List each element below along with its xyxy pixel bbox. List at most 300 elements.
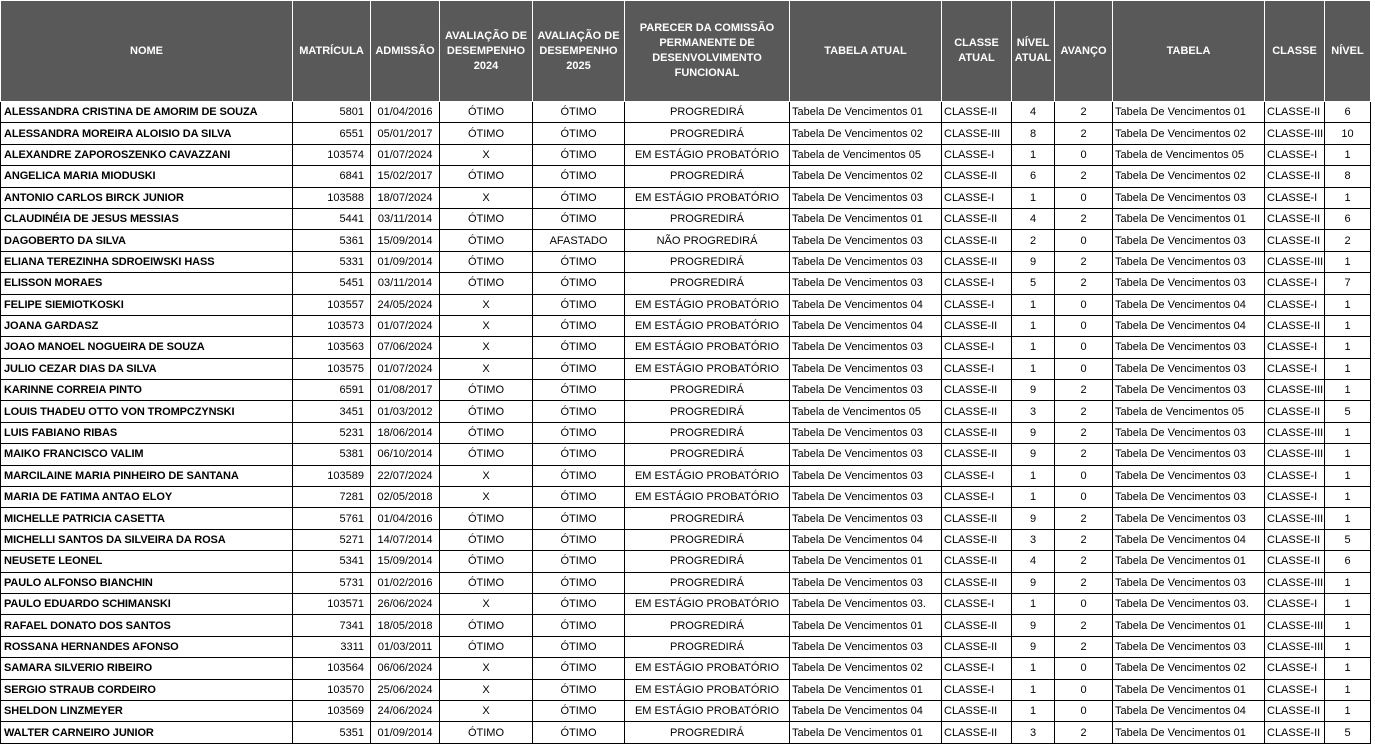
cell-avaliacao-2024: ÓTIMO — [440, 551, 533, 572]
cell-classe: CLASSE-II — [1265, 401, 1325, 422]
cell-matricula: 5341 — [293, 551, 371, 572]
cell-admissao: 06/10/2014 — [371, 444, 440, 465]
cell-avaliacao-2024: ÓTIMO — [440, 102, 533, 123]
cell-nome: PAULO ALFONSO BIANCHIN — [1, 572, 293, 593]
cell-avanco: 2 — [1055, 102, 1113, 123]
cell-tabela: Tabela De Vencimentos 03 — [1113, 508, 1265, 529]
cell-tabela-atual: Tabela de Vencimentos 05 — [790, 144, 942, 165]
cell-admissao: 03/11/2014 — [371, 273, 440, 294]
cell-nome: MARIA DE FATIMA ANTAO ELOY — [1, 487, 293, 508]
cell-admissao: 01/07/2024 — [371, 315, 440, 336]
cell-tabela-atual: Tabela De Vencimentos 03 — [790, 444, 942, 465]
cell-nome: ALESSANDRA CRISTINA DE AMORIM DE SOUZA — [1, 102, 293, 123]
cell-classe: CLASSE-III — [1265, 615, 1325, 636]
table-row — [1, 102, 1371, 123]
cell-tabela: Tabela De Vencimentos 03 — [1113, 444, 1265, 465]
cell-matricula: 5361 — [293, 230, 371, 251]
cell-avaliacao-2025: ÓTIMO — [533, 315, 625, 336]
cell-avaliacao-2025: ÓTIMO — [533, 465, 625, 486]
table-row — [1, 636, 1371, 657]
cell-tabela-atual: Tabela De Vencimentos 03 — [790, 380, 942, 401]
cell-avaliacao-2024: X — [440, 187, 533, 208]
cell-parecer: EM ESTÁGIO PROBATÓRIO — [625, 358, 790, 379]
cell-nome: FELIPE SIEMIOTKOSKI — [1, 294, 293, 315]
cell-avaliacao-2025: ÓTIMO — [533, 294, 625, 315]
table-row — [1, 358, 1371, 379]
cell-classe: CLASSE-III — [1265, 636, 1325, 657]
header-row — [1, 1, 1371, 102]
table-body — [1, 102, 1371, 744]
table-row — [1, 444, 1371, 465]
cell-classe-atual: CLASSE-II — [942, 230, 1012, 251]
cell-tabela-atual: Tabela De Vencimentos 03 — [790, 251, 942, 272]
table-row — [1, 529, 1371, 550]
cell-parecer: PROGREDIRÁ — [625, 529, 790, 550]
cell-classe-atual: CLASSE-III — [942, 123, 1012, 144]
cell-tabela: Tabela De Vencimentos 03 — [1113, 358, 1265, 379]
cell-nivel-atual: 1 — [1012, 593, 1055, 614]
cell-tabela-atual: Tabela De Vencimentos 01 — [790, 679, 942, 700]
cell-classe-atual: CLASSE-II — [942, 444, 1012, 465]
table-row — [1, 230, 1371, 251]
cell-admissao: 05/01/2017 — [371, 123, 440, 144]
cell-classe-atual: CLASSE-II — [942, 551, 1012, 572]
cell-avanco: 0 — [1055, 144, 1113, 165]
cell-nome: KARINNE CORREIA PINTO — [1, 380, 293, 401]
cell-tabela: Tabela De Vencimentos 03 — [1113, 465, 1265, 486]
cell-classe: CLASSE-I — [1265, 337, 1325, 358]
cell-nivel-atual: 3 — [1012, 529, 1055, 550]
cell-nivel-atual: 2 — [1012, 230, 1055, 251]
cell-tabela-atual: Tabela De Vencimentos 02 — [790, 123, 942, 144]
cell-avaliacao-2024: ÓTIMO — [440, 529, 533, 550]
cell-admissao: 01/03/2011 — [371, 636, 440, 657]
cell-avaliacao-2025: ÓTIMO — [533, 508, 625, 529]
cell-classe-atual: CLASSE-I — [942, 144, 1012, 165]
cell-avaliacao-2025: ÓTIMO — [533, 636, 625, 657]
table-row — [1, 422, 1371, 443]
cell-avaliacao-2024: ÓTIMO — [440, 722, 533, 743]
cell-tabela-atual: Tabela De Vencimentos 03. — [790, 593, 942, 614]
cell-classe: CLASSE-I — [1265, 294, 1325, 315]
cell-tabela-atual: Tabela De Vencimentos 03 — [790, 508, 942, 529]
cell-admissao: 01/07/2024 — [371, 144, 440, 165]
cell-classe-atual: CLASSE-I — [942, 465, 1012, 486]
cell-nivel: 1 — [1325, 294, 1371, 315]
cell-admissao: 22/07/2024 — [371, 465, 440, 486]
cell-avaliacao-2024: X — [440, 465, 533, 486]
cell-tabela: Tabela de Vencimentos 05 — [1113, 401, 1265, 422]
cell-avaliacao-2025: ÓTIMO — [533, 444, 625, 465]
cell-tabela: Tabela De Vencimentos 04 — [1113, 529, 1265, 550]
cell-avaliacao-2025: ÓTIMO — [533, 401, 625, 422]
cell-classe-atual: CLASSE-I — [942, 358, 1012, 379]
cell-classe: CLASSE-II — [1265, 166, 1325, 187]
cell-nivel: 7 — [1325, 273, 1371, 294]
cell-nivel: 1 — [1325, 593, 1371, 614]
cell-nivel-atual: 1 — [1012, 658, 1055, 679]
cell-admissao: 01/04/2016 — [371, 102, 440, 123]
cell-nome: SERGIO STRAUB CORDEIRO — [1, 679, 293, 700]
table-row — [1, 551, 1371, 572]
cell-nome: JOAO MANOEL NOGUEIRA DE SOUZA — [1, 337, 293, 358]
cell-classe: CLASSE-II — [1265, 208, 1325, 229]
cell-nome: MARCILAINE MARIA PINHEIRO DE SANTANA — [1, 465, 293, 486]
cell-nivel: 1 — [1325, 144, 1371, 165]
cell-classe-atual: CLASSE-II — [942, 166, 1012, 187]
cell-nivel: 1 — [1325, 251, 1371, 272]
cell-classe-atual: CLASSE-I — [942, 273, 1012, 294]
cell-nivel-atual: 9 — [1012, 508, 1055, 529]
cell-avaliacao-2024: ÓTIMO — [440, 166, 533, 187]
column-header-nome: NOME — [1, 1, 293, 102]
cell-nivel-atual: 9 — [1012, 636, 1055, 657]
cell-classe-atual: CLASSE-I — [942, 679, 1012, 700]
cell-avanco: 0 — [1055, 337, 1113, 358]
cell-avanco: 2 — [1055, 551, 1113, 572]
cell-avaliacao-2024: ÓTIMO — [440, 636, 533, 657]
cell-avaliacao-2025: ÓTIMO — [533, 208, 625, 229]
cell-matricula: 3311 — [293, 636, 371, 657]
cell-classe-atual: CLASSE-I — [942, 593, 1012, 614]
cell-matricula: 5331 — [293, 251, 371, 272]
cell-tabela: Tabela De Vencimentos 02 — [1113, 658, 1265, 679]
cell-nivel: 5 — [1325, 529, 1371, 550]
table-row — [1, 658, 1371, 679]
cell-parecer: PROGREDIRÁ — [625, 615, 790, 636]
cell-avaliacao-2024: ÓTIMO — [440, 208, 533, 229]
cell-nivel-atual: 1 — [1012, 487, 1055, 508]
cell-avaliacao-2024: ÓTIMO — [440, 251, 533, 272]
table-row — [1, 315, 1371, 336]
cell-matricula: 6591 — [293, 380, 371, 401]
cell-classe: CLASSE-I — [1265, 273, 1325, 294]
cell-nome: ANTONIO CARLOS BIRCK JUNIOR — [1, 187, 293, 208]
cell-classe-atual: CLASSE-II — [942, 251, 1012, 272]
cell-avaliacao-2024: X — [440, 658, 533, 679]
cell-classe-atual: CLASSE-I — [942, 337, 1012, 358]
cell-nivel: 1 — [1325, 315, 1371, 336]
table-row — [1, 700, 1371, 721]
column-header-avanco: AVANÇO — [1055, 1, 1113, 102]
cell-avanco: 0 — [1055, 315, 1113, 336]
cell-classe-atual: CLASSE-II — [942, 636, 1012, 657]
cell-avaliacao-2024: ÓTIMO — [440, 230, 533, 251]
cell-tabela: Tabela De Vencimentos 01 — [1113, 551, 1265, 572]
cell-matricula: 5441 — [293, 208, 371, 229]
cell-admissao: 15/02/2017 — [371, 166, 440, 187]
cell-nivel: 6 — [1325, 551, 1371, 572]
cell-avanco: 2 — [1055, 123, 1113, 144]
cell-tabela: Tabela De Vencimentos 03. — [1113, 593, 1265, 614]
cell-nivel: 1 — [1325, 337, 1371, 358]
cell-matricula: 3451 — [293, 401, 371, 422]
cell-avaliacao-2025: ÓTIMO — [533, 422, 625, 443]
cell-avaliacao-2025: ÓTIMO — [533, 251, 625, 272]
cell-nivel: 1 — [1325, 636, 1371, 657]
cell-classe: CLASSE-I — [1265, 465, 1325, 486]
cell-avanco: 2 — [1055, 166, 1113, 187]
cell-avanco: 0 — [1055, 700, 1113, 721]
cell-avaliacao-2024: ÓTIMO — [440, 273, 533, 294]
cell-avanco: 2 — [1055, 636, 1113, 657]
cell-parecer: PROGREDIRÁ — [625, 444, 790, 465]
cell-classe-atual: CLASSE-II — [942, 401, 1012, 422]
cell-classe: CLASSE-III — [1265, 380, 1325, 401]
cell-matricula: 5231 — [293, 422, 371, 443]
cell-nivel: 1 — [1325, 422, 1371, 443]
table-row — [1, 337, 1371, 358]
table-row — [1, 615, 1371, 636]
cell-parecer: EM ESTÁGIO PROBATÓRIO — [625, 315, 790, 336]
cell-matricula: 7281 — [293, 487, 371, 508]
column-header-tabela-atual: TABELA ATUAL — [790, 1, 942, 102]
cell-tabela: Tabela De Vencimentos 03 — [1113, 187, 1265, 208]
cell-admissao: 25/06/2024 — [371, 679, 440, 700]
cell-tabela: Tabela De Vencimentos 03 — [1113, 487, 1265, 508]
cell-nivel-atual: 9 — [1012, 422, 1055, 443]
cell-parecer: EM ESTÁGIO PROBATÓRIO — [625, 144, 790, 165]
cell-tabela-atual: Tabela De Vencimentos 03 — [790, 230, 942, 251]
cell-nivel: 8 — [1325, 166, 1371, 187]
cell-matricula: 5801 — [293, 102, 371, 123]
cell-nome: LOUIS THADEU OTTO VON TROMPCZYNSKI — [1, 401, 293, 422]
cell-matricula: 103575 — [293, 358, 371, 379]
cell-classe-atual: CLASSE-II — [942, 700, 1012, 721]
cell-matricula: 103564 — [293, 658, 371, 679]
cell-nivel: 1 — [1325, 658, 1371, 679]
cell-parecer: NÃO PROGREDIRÁ — [625, 230, 790, 251]
column-header-nivel-atual: NÍVEL ATUAL — [1012, 1, 1055, 102]
column-header-parecer: PARECER DA COMISSÃO PERMANENTE DE DESENVOLVIMENTO FUNCIONAL — [625, 1, 790, 102]
cell-admissao: 24/06/2024 — [371, 700, 440, 721]
cell-matricula: 6841 — [293, 166, 371, 187]
cell-avanco: 2 — [1055, 380, 1113, 401]
cell-classe-atual: CLASSE-II — [942, 315, 1012, 336]
cell-tabela: Tabela De Vencimentos 02 — [1113, 166, 1265, 187]
cell-admissao: 15/09/2014 — [371, 551, 440, 572]
cell-avaliacao-2025: ÓTIMO — [533, 593, 625, 614]
cell-avaliacao-2025: ÓTIMO — [533, 679, 625, 700]
cell-admissao: 18/07/2024 — [371, 187, 440, 208]
cell-nivel-atual: 1 — [1012, 315, 1055, 336]
cell-classe: CLASSE-I — [1265, 144, 1325, 165]
cell-parecer: EM ESTÁGIO PROBATÓRIO — [625, 679, 790, 700]
cell-classe: CLASSE-III — [1265, 251, 1325, 272]
cell-tabela: Tabela De Vencimentos 03 — [1113, 422, 1265, 443]
cell-nome: JOANA GARDASZ — [1, 315, 293, 336]
cell-classe-atual: CLASSE-II — [942, 208, 1012, 229]
cell-classe: CLASSE-II — [1265, 529, 1325, 550]
cell-avaliacao-2025: ÓTIMO — [533, 123, 625, 144]
cell-tabela-atual: Tabela De Vencimentos 03 — [790, 636, 942, 657]
cell-parecer: PROGREDIRÁ — [625, 273, 790, 294]
cell-nome: ELISSON MORAES — [1, 273, 293, 294]
cell-parecer: PROGREDIRÁ — [625, 166, 790, 187]
cell-nivel: 10 — [1325, 123, 1371, 144]
cell-nivel-atual: 6 — [1012, 166, 1055, 187]
cell-tabela-atual: Tabela De Vencimentos 03 — [790, 487, 942, 508]
cell-tabela: Tabela De Vencimentos 01 — [1113, 102, 1265, 123]
cell-tabela-atual: Tabela De Vencimentos 03 — [790, 337, 942, 358]
table-row — [1, 508, 1371, 529]
cell-tabela-atual: Tabela De Vencimentos 03 — [790, 358, 942, 379]
cell-nome: ELIANA TEREZINHA SDROEIWSKI HASS — [1, 251, 293, 272]
cell-parecer: PROGREDIRÁ — [625, 401, 790, 422]
column-header-classe-atual: CLASSE ATUAL — [942, 1, 1012, 102]
cell-avaliacao-2024: X — [440, 358, 533, 379]
cell-nivel: 1 — [1325, 444, 1371, 465]
cell-tabela: Tabela De Vencimentos 03 — [1113, 230, 1265, 251]
cell-nivel-atual: 1 — [1012, 679, 1055, 700]
cell-tabela: Tabela De Vencimentos 03 — [1113, 337, 1265, 358]
cell-parecer: PROGREDIRÁ — [625, 722, 790, 743]
cell-matricula: 6551 — [293, 123, 371, 144]
cell-nome: ROSSANA HERNANDES AFONSO — [1, 636, 293, 657]
cell-admissao: 03/11/2014 — [371, 208, 440, 229]
cell-tabela: Tabela De Vencimentos 04 — [1113, 700, 1265, 721]
cell-avaliacao-2025: ÓTIMO — [533, 615, 625, 636]
cell-parecer: PROGREDIRÁ — [625, 123, 790, 144]
cell-avaliacao-2025: ÓTIMO — [533, 487, 625, 508]
cell-parecer: PROGREDIRÁ — [625, 508, 790, 529]
cell-avanco: 0 — [1055, 679, 1113, 700]
cell-classe-atual: CLASSE-I — [942, 187, 1012, 208]
cell-avaliacao-2025: ÓTIMO — [533, 572, 625, 593]
cell-avaliacao-2024: ÓTIMO — [440, 572, 533, 593]
cell-parecer: PROGREDIRÁ — [625, 422, 790, 443]
cell-avanco: 2 — [1055, 208, 1113, 229]
cell-admissao: 18/06/2014 — [371, 422, 440, 443]
cell-parecer: EM ESTÁGIO PROBATÓRIO — [625, 658, 790, 679]
cell-nome: ALESSANDRA MOREIRA ALOISIO DA SILVA — [1, 123, 293, 144]
cell-avaliacao-2025: ÓTIMO — [533, 337, 625, 358]
cell-avanco: 0 — [1055, 358, 1113, 379]
cell-classe: CLASSE-I — [1265, 658, 1325, 679]
cell-nivel: 5 — [1325, 722, 1371, 743]
cell-avanco: 0 — [1055, 294, 1113, 315]
cell-admissao: 18/05/2018 — [371, 615, 440, 636]
cell-nivel-atual: 1 — [1012, 465, 1055, 486]
cell-nivel: 1 — [1325, 380, 1371, 401]
cell-classe: CLASSE-I — [1265, 679, 1325, 700]
table-row — [1, 187, 1371, 208]
cell-classe: CLASSE-III — [1265, 123, 1325, 144]
cell-parecer: PROGREDIRÁ — [625, 380, 790, 401]
cell-nivel: 1 — [1325, 187, 1371, 208]
cell-nivel: 1 — [1325, 487, 1371, 508]
cell-avaliacao-2024: X — [440, 487, 533, 508]
cell-parecer: EM ESTÁGIO PROBATÓRIO — [625, 187, 790, 208]
cell-avaliacao-2025: ÓTIMO — [533, 700, 625, 721]
cell-nivel-atual: 4 — [1012, 208, 1055, 229]
cell-tabela-atual: Tabela De Vencimentos 02 — [790, 166, 942, 187]
table-row — [1, 273, 1371, 294]
cell-parecer: PROGREDIRÁ — [625, 102, 790, 123]
cell-matricula: 5351 — [293, 722, 371, 743]
table-row — [1, 294, 1371, 315]
cell-classe: CLASSE-III — [1265, 444, 1325, 465]
cell-parecer: PROGREDIRÁ — [625, 208, 790, 229]
cell-tabela: Tabela De Vencimentos 04 — [1113, 315, 1265, 336]
cell-parecer: PROGREDIRÁ — [625, 251, 790, 272]
cell-tabela-atual: Tabela De Vencimentos 03 — [790, 187, 942, 208]
cell-nome: CLAUDINÉIA DE JESUS MESSIAS — [1, 208, 293, 229]
cell-parecer: EM ESTÁGIO PROBATÓRIO — [625, 465, 790, 486]
cell-classe: CLASSE-II — [1265, 700, 1325, 721]
cell-admissao: 01/08/2017 — [371, 380, 440, 401]
cell-avaliacao-2024: ÓTIMO — [440, 615, 533, 636]
cell-nivel-atual: 8 — [1012, 123, 1055, 144]
cell-parecer: PROGREDIRÁ — [625, 572, 790, 593]
cell-nivel-atual: 3 — [1012, 401, 1055, 422]
cell-admissao: 26/06/2024 — [371, 593, 440, 614]
cell-classe: CLASSE-II — [1265, 315, 1325, 336]
cell-matricula: 7341 — [293, 615, 371, 636]
cell-classe: CLASSE-I — [1265, 187, 1325, 208]
cell-nome: PAULO EDUARDO SCHIMANSKI — [1, 593, 293, 614]
cell-avaliacao-2024: X — [440, 593, 533, 614]
cell-matricula: 5761 — [293, 508, 371, 529]
cell-avaliacao-2024: ÓTIMO — [440, 123, 533, 144]
cell-tabela-atual: Tabela De Vencimentos 04 — [790, 294, 942, 315]
cell-tabela-atual: Tabela De Vencimentos 03 — [790, 273, 942, 294]
cell-classe-atual: CLASSE-II — [942, 508, 1012, 529]
table-row — [1, 572, 1371, 593]
column-header-nivel: NÍVEL — [1325, 1, 1371, 102]
table-row — [1, 380, 1371, 401]
cell-avaliacao-2025: ÓTIMO — [533, 529, 625, 550]
cell-avaliacao-2025: ÓTIMO — [533, 380, 625, 401]
cell-matricula: 103570 — [293, 679, 371, 700]
cell-avaliacao-2024: X — [440, 337, 533, 358]
cell-avaliacao-2025: ÓTIMO — [533, 102, 625, 123]
cell-tabela-atual: Tabela De Vencimentos 04 — [790, 315, 942, 336]
cell-nivel: 6 — [1325, 102, 1371, 123]
cell-tabela-atual: Tabela de Vencimentos 05 — [790, 401, 942, 422]
cell-nivel: 2 — [1325, 230, 1371, 251]
cell-tabela: Tabela De Vencimentos 03 — [1113, 273, 1265, 294]
cell-admissao: 01/04/2016 — [371, 508, 440, 529]
cell-avaliacao-2025: AFASTADO — [533, 230, 625, 251]
cell-nome: MICHELLE PATRICIA CASETTA — [1, 508, 293, 529]
cell-matricula: 5381 — [293, 444, 371, 465]
cell-nivel-atual: 9 — [1012, 444, 1055, 465]
cell-nome: ANGELICA MARIA MIODUSKI — [1, 166, 293, 187]
column-header-admissao: ADMISSÃO — [371, 1, 440, 102]
cell-tabela: Tabela De Vencimentos 01 — [1113, 615, 1265, 636]
cell-classe-atual: CLASSE-II — [942, 102, 1012, 123]
cell-nome: MICHELLI SANTOS DA SILVEIRA DA ROSA — [1, 529, 293, 550]
cell-avanco: 0 — [1055, 187, 1113, 208]
cell-classe-atual: CLASSE-I — [942, 294, 1012, 315]
cell-classe-atual: CLASSE-II — [942, 572, 1012, 593]
cell-classe-atual: CLASSE-I — [942, 658, 1012, 679]
column-header-classe: CLASSE — [1265, 1, 1325, 102]
cell-tabela: Tabela De Vencimentos 01 — [1113, 208, 1265, 229]
cell-avaliacao-2025: ÓTIMO — [533, 358, 625, 379]
cell-nome: NEUSETE LEONEL — [1, 551, 293, 572]
cell-nome: WALTER CARNEIRO JUNIOR — [1, 722, 293, 743]
cell-tabela: Tabela De Vencimentos 03 — [1113, 251, 1265, 272]
cell-tabela: Tabela De Vencimentos 01 — [1113, 679, 1265, 700]
cell-tabela-atual: Tabela De Vencimentos 01 — [790, 208, 942, 229]
table-row — [1, 166, 1371, 187]
cell-nivel-atual: 4 — [1012, 102, 1055, 123]
cell-matricula: 103557 — [293, 294, 371, 315]
cell-matricula: 103563 — [293, 337, 371, 358]
cell-tabela-atual: Tabela De Vencimentos 03 — [790, 572, 942, 593]
